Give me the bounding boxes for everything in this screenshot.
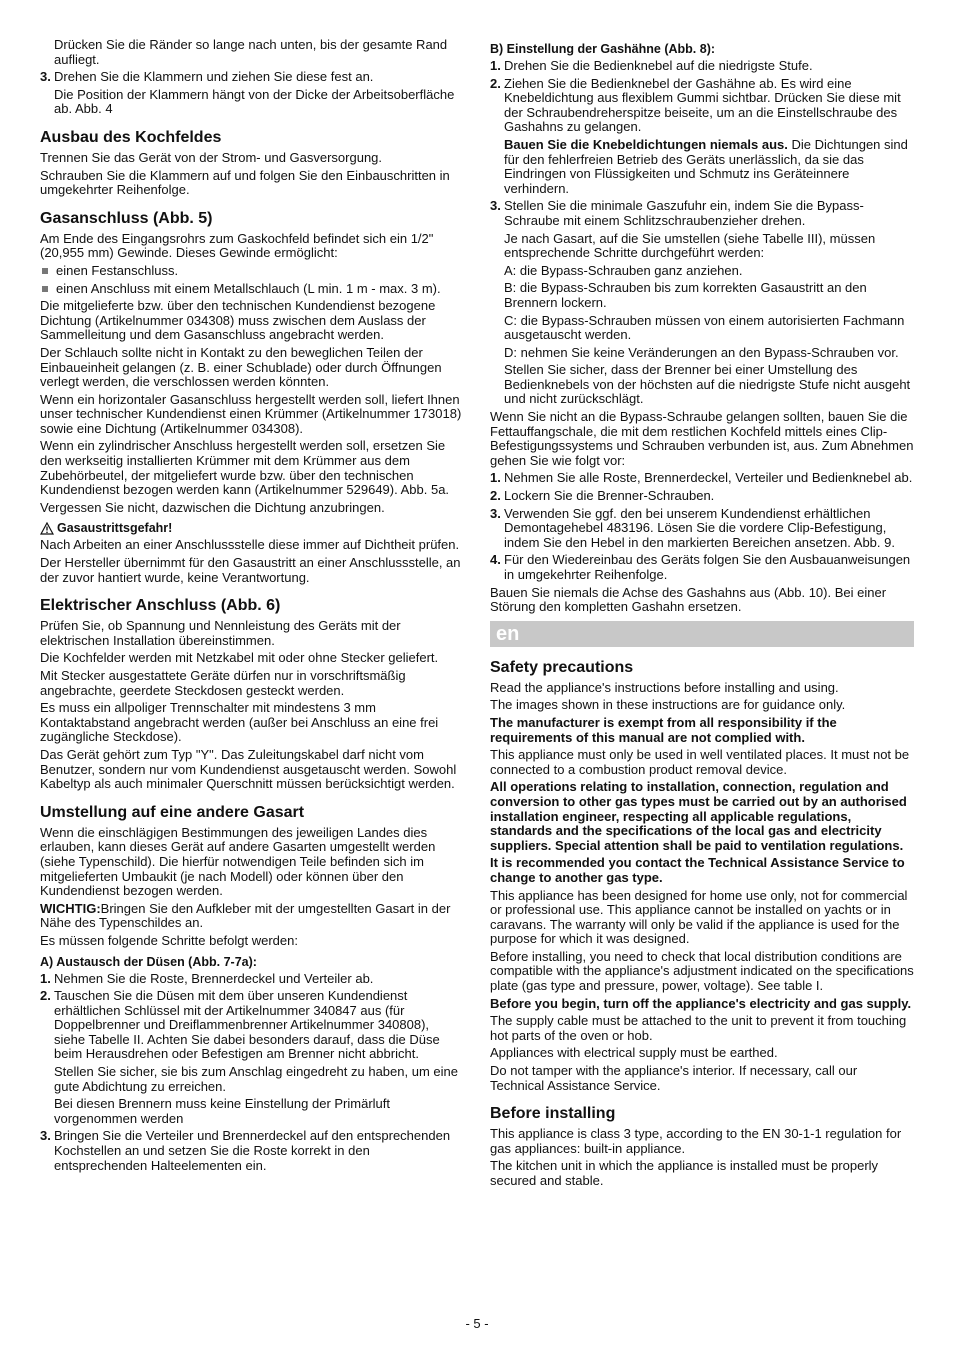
paragraph: Am Ende des Eingangsrohrs zum Gaskochfeld befindet sich ein 1/2" (20,955 mm) Gewinde. Dieses Gewinde ermöglicht: <box>40 230 434 261</box>
intro-text: Drücken Sie die Ränder so lange nach unten, bis der gesamte Rand aufliegt. <box>54 37 448 67</box>
heading-umstellung: Umstellung auf eine andere Gasart <box>40 803 305 821</box>
paragraph: This appliance is class 3 type, according to the EN 30-1-1 regulation for gas appliances: built-in appliance. <box>490 1126 902 1156</box>
safety-item: It is recommended you contact the Technical Assistance Service to change to another gas type. <box>490 855 905 885</box>
step-note: Bauen Sie die Knebeldichtungen niemals aus. Die Dichtungen sind für den fehlerfreien Betrieb des Geräts unerlässlich, da sie das Eindringen von Flüssigkeiten und Schmutz ins Geräteinnere verhindern. <box>504 136 908 196</box>
safety-item: The manufacturer is exempt from all responsibility if the requirements of this manual are not complied with. <box>490 714 837 745</box>
heading-before-installing: Before installing <box>490 1105 616 1123</box>
safety-item: The images shown in these instructions are for guidance only. <box>490 697 846 713</box>
paragraph: Wenn ein horizontaler Gasanschluss hergestellt werden soll, liefert Ihnen unser technischer Kundendienst einen Krümmer (Artikelnummer 173018) sowie eine Dichtung (Artikelnummer 034308). <box>40 391 462 436</box>
paragraph: Mit Stecker ausgestattete Geräte dürfen nur in vorschriftsmäßig angebrachte, geerdete Steckdosen gesteckt werden. <box>40 668 406 698</box>
paragraph: Prüfen Sie, ob Spannung und Nennleistung des Geräts mit der elektrischen Installation übereinstimmen. <box>40 618 401 648</box>
bullet-item: einen Festanschluss. <box>40 264 462 279</box>
safety-item: Appliances with electrical supply must be earthed. <box>490 1045 778 1061</box>
paragraph: Bauen Sie niemals die Achse des Gashahns aus (Abb. 10). Bei einer Störung den kompletten Gashahn ersetzen. <box>490 584 887 615</box>
safety-item: Do not tamper with the appliance's interior. If necessary, call our Technical Assistance Service. <box>490 1063 858 1093</box>
numbered-step: 2. Ziehen Sie die Bedienknebel der Gashähne ab. Es wird eine Knebeldichtung aus flexiblem Gummi sichtbar. Drücken Sie diese mit der Schraubendreherspitze beiseite, um an die Einstellschraube des Gashahns zu gelangen. <box>490 75 901 135</box>
paragraph: Nach Arbeiten an einer Anschlussstelle diese immer auf Dichtheit prüfen. <box>40 537 460 553</box>
step-note: Stellen Sie sicher, sie bis zum Anschlag eingedreht zu haben, um eine gute Abdichtung zu erreichen. <box>54 1064 458 1094</box>
step-note: Die Position der Klammern hängt von der Dicke der Arbeitsoberfläche ab. Abb. 4 <box>54 86 455 117</box>
numbered-step: 4. Für den Wiedereinbau des Geräts folgen Sie den Ausbauanweisungen in umgekehrter Reihenfolge. <box>490 552 911 582</box>
paragraph: Die Kochfelder werden mit Netzkabel mit oder ohne Stecker geliefert. <box>40 650 439 666</box>
warning-heading: Gasaustrittsgefahr! <box>40 521 462 535</box>
numbered-step: 1. Drehen Sie die Bedienknebel auf die niedrigste Stufe. <box>490 58 813 73</box>
numbered-step: 1. Nehmen Sie alle Roste, Brennerdeckel, Verteiler und Bedienknebel ab. <box>490 470 913 486</box>
safety-item: Before you begin, turn off the appliance's electricity and gas supply. <box>490 995 912 1011</box>
safety-item: This appliance has been designed for home use only, not for commercial or professional use. This appliance cannot be installed on yachts or in caravans. The warranty will only be valid if the appliance is used for the purpose for which it was designed. <box>490 887 908 947</box>
numbered-step: 3. Drehen Sie die Klammern und ziehen Sie diese fest an. <box>40 69 374 85</box>
step-note: Stellen Sie sicher, dass der Brenner bei einer Umstellung des Bedienknebels von der höchsten auf die niedrigste Stufe nicht ausgeht und nicht zurückschlägt. <box>504 362 911 407</box>
step-note: C: die Bypass-Schrauben müssen von einem autorisierten Fachmann ausgetauscht werden. <box>504 312 905 343</box>
paragraph: Wenn die einschlägigen Bestimmungen des jeweiligen Landes dies erlauben, kann dieses Gerät auf andere Gasarten umgestellt werden (siehe Typenschild). Die hierfür notwendigen Teile befinden sich im mitgelieferten Umbaukit (je nach Modell) oder können über den Kundendienst bezogen werden. <box>40 824 436 899</box>
numbered-step: 3. Bringen Sie die Verteiler und Brennerdeckel auf den entsprechenden Kochstellen an und setzen Sie die Roste korrekt in den entsprechenden Halteelementen ein. <box>40 1128 451 1173</box>
language-banner: en <box>490 621 914 647</box>
safety-item: The supply cable must be attached to the unit to prevent it from touching hot parts of the oven or hob. <box>490 1013 907 1043</box>
safety-item: This appliance must only be used in well ventilated places. It must not be connected to a combustion product removal device. <box>490 747 910 777</box>
left-column <box>40 38 462 1176</box>
numbered-step: 1. Nehmen Sie die Roste, Brennerdeckel und Verteiler ab. <box>40 970 374 986</box>
step-note: Je nach Gasart, auf die Sie umstellen (siehe Tabelle III), müssen entsprechende Schritte durchgeführt werden: <box>504 230 876 261</box>
bullet-item: einen Anschluss mit einem Metallschlauch (L min. 1 m - max. 3 m). <box>40 282 462 297</box>
paragraph: The kitchen unit in which the appliance is installed must be properly secured and stable. <box>490 1158 879 1188</box>
heading-gasanschluss: Gasanschluss (Abb. 5) <box>40 209 213 227</box>
right-column <box>490 38 914 1192</box>
step-note: D: nehmen Sie keine Veränderungen an den Bypass-Schrauben vor. <box>504 344 899 360</box>
paragraph: Schrauben Sie die Klammern auf und folgen Sie den Einbauschritten in umgekehrter Reihenfolge. <box>40 167 450 198</box>
paragraph: Wenn ein zylindrischer Anschluss hergestellt werden soll, ersetzen Sie den werkseitig installierten Krümmer mit dem Krümmer aus dem Zubehörbeutel, der mitgeliefert wurde bzw. über den technischen Kundendienst bezogen werden kann (Artikelnummer 529649). Abb. 5a. <box>40 438 450 498</box>
page-number: - 5 - <box>465 1316 489 1331</box>
paragraph: Der Schlauch sollte nicht in Kontakt zu den beweglichen Teilen der Einbaueinheit gelangen (z. B. einer Schublade) oder durch Öffnungen verlegt werden, die verschlossen werden könnten. <box>40 344 442 390</box>
step-note: Bei diesen Brennern muss keine Einstellung der Primärluft vorgenommen werden <box>54 1096 391 1126</box>
wichtig-paragraph: WICHTIG:Bringen Sie den Aufkleber mit der umgestellten Gasart in der Nähe des Typenschildes an. <box>40 900 451 931</box>
numbered-step: 3. Stellen Sie die minimale Gaszufuhr ein, indem Sie die Bypass-Schraube mit einem Schlitzschraubenzieher drehen. <box>490 198 864 228</box>
paragraph: Es muss ein allpoliger Trennschalter mit mindestens 3 mm Kontaktabstand angebracht werden (außer bei Anschluss an eine frei zugängliche Steckdose). <box>40 700 439 745</box>
step-note: A: die Bypass-Schrauben ganz anziehen. <box>504 262 743 278</box>
paragraph: Vergessen Sie nicht, dazwischen die Dichtung anzubringen. <box>40 499 385 515</box>
subheading-duesen: A) Austausch der Düsen (Abb. 7-7a): <box>40 954 257 969</box>
heading-safety: Safety precautions <box>490 658 634 676</box>
heading-ausbau: Ausbau des Kochfeldes <box>40 128 222 146</box>
safety-item: Before installing, you need to check that local distribution conditions are compatible with the appliance's adjustment indicated on the specifications plate (gas type and pressure, power, voltage). See table I. <box>490 948 914 994</box>
warning-triangle-icon <box>40 522 54 535</box>
numbered-step: 2. Lockern Sie die Brenner-Schrauben. <box>490 488 715 504</box>
numbered-step: 3. Verwenden Sie ggf. den bei unserem Kundendienst erhältlichen Demontagehebel 483196. Lösen Sie die vordere Clip-Befestigung, indem Sie den Hebel in den markierten Bereichen ansetzen. Abb. 9. <box>490 505 895 550</box>
heading-elektrisch: Elektrischer Anschluss (Abb. 6) <box>40 597 281 615</box>
numbered-step: 2. Tauschen Sie die Düsen mit dem über unseren Kundendienst erhältlichen Schlüssel mit der Artikelnummer 340847 aus (für Doppelbrenner und Dreiflammenbrenner Artikelnummer 340808), siehe Tabelle II. Achten Sie dabei besonders darauf, dass die Düse beim Herausdrehen oder Befestigen am Brenner nicht abbricht. <box>40 988 440 1062</box>
paragraph: Trennen Sie das Gerät von der Strom- und Gasversorgung. <box>40 149 383 165</box>
paragraph: Es müssen folgende Schritte befolgt werden: <box>40 932 298 948</box>
paragraph: Das Gerät gehört zum Typ "Y". Das Zuleitungskabel darf nicht vom Benutzer, sondern nur vom Kundendienst ausgetauscht werden. Sowohl Kabeltyp als auch minimaler Querschnitt müssen berücksichtigt werden. <box>40 746 457 792</box>
subheading-gashaehne: B) Einstellung der Gashähne (Abb. 8): <box>490 42 716 56</box>
bullet-square-icon <box>42 268 48 274</box>
paragraph: Wenn Sie nicht an die Bypass-Schraube gelangen sollten, bauen Sie die Fettauffangschale, die mit dem restlichen Kochfeld mittels eines Clip-Befestigungssystems und Schrauben verbunden ist, aus. Zum Abnehmen gehen Sie wie folgt vor: <box>490 409 914 468</box>
safety-item: Read the appliance's instructions before installing and using. <box>490 679 839 695</box>
bullet-square-icon <box>42 286 48 292</box>
safety-item: All operations relating to installation, connection, regulation and conversion to other gas types must be carried out by an authorised installation engineer, respecting all applicable regulations, standards and the specifications of the local gas and electricity suppliers. Special attention shall be paid to ventilation regulations. <box>490 779 907 853</box>
step-note: B: die Bypass-Schrauben bis zum korrekten Gasaustritt an den Brennern lockern. <box>504 280 867 310</box>
paragraph: Die mitgelieferte bzw. über den technischen Kundendienst bezogene Dichtung (Artikelnummer 034308) muss zwischen dem Auslass der Sammelleitung und dem Gasanschluss angebracht werden. <box>40 298 436 343</box>
paragraph: Der Hersteller übernimmt für den Gasaustritt an einer Anschlussstelle, an der zuvor hantiert wurde, keine Verantwortung. <box>40 555 461 585</box>
